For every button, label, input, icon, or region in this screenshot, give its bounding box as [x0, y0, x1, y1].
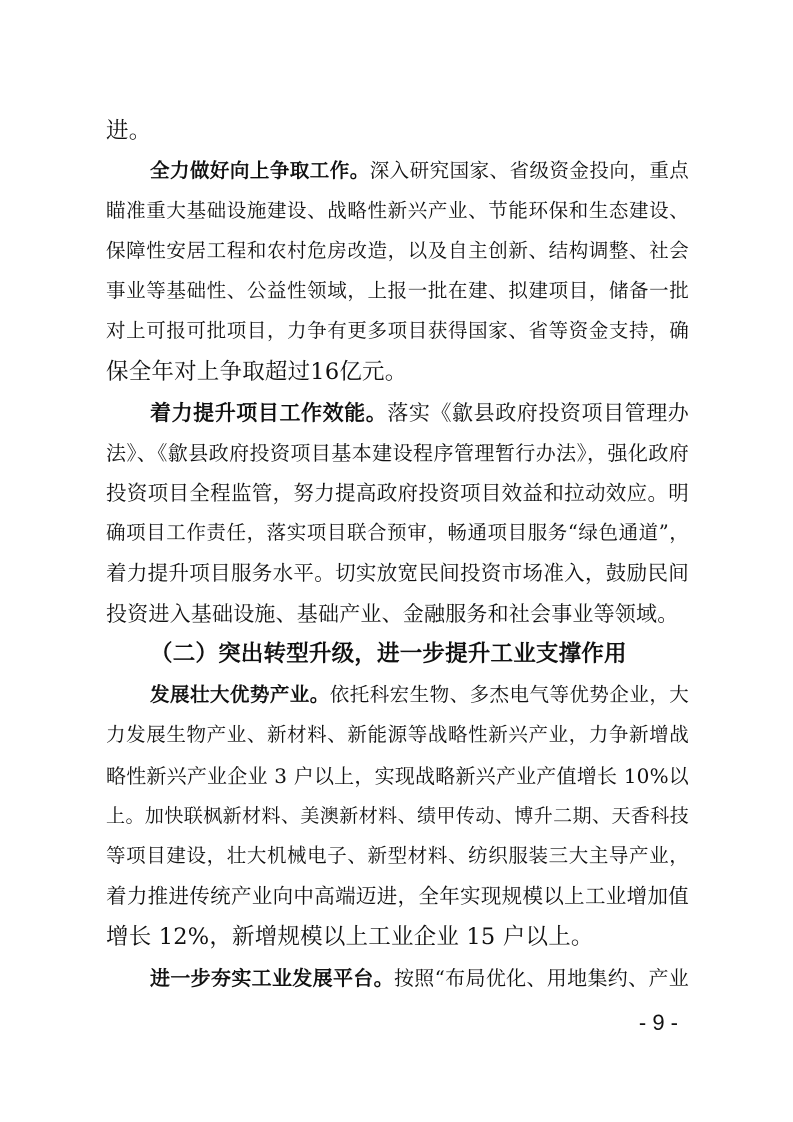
- text-line: 投资进入基础设施、基础产业、金融服务和社会事业等领域。: [106, 602, 679, 626]
- paragraph-heading-line: 发展壮大优势产业。依托科宏生物、多杰电气等优势企业，大: [150, 683, 689, 706]
- text-line: 投资项目全程监管，努力提高政府投资项目效益和拉动效应。明: [106, 481, 689, 505]
- section-heading-line: [150, 634, 689, 674]
- text-line: 保全年对上争取超过16亿元。: [106, 359, 408, 385]
- text-line: 略性新兴产业企业 3 户以上，实现战略新兴产业产值增长 10%以: [106, 764, 689, 788]
- paragraph-heading: 发展壮大优势产业。: [150, 683, 330, 706]
- page-number: - 9 -: [638, 1010, 678, 1035]
- text-line: 力发展生物产业、新材料、新能源等战略性新兴产业，力争新增战: [106, 723, 689, 746]
- text-line: 确项目工作责任，落实项目联合预审，畅通项目服务“绿色通道”，: [106, 521, 689, 544]
- text-line: 法》、《歙县政府投资项目基本建设程序管理暂行办法》，强化政府: [106, 441, 689, 465]
- text-line: 着力推进传统产业向中高端迈进，全年实现规模以上工业增加值: [106, 884, 689, 908]
- text-line: 上。加快联枫新材料、美澳新材料、绩甲传动、博升二期、天香科技: [106, 805, 689, 827]
- text-line: 进。: [106, 118, 152, 144]
- paragraph-heading: 着力提升项目工作效能。: [150, 401, 388, 425]
- paragraph-heading: 进一步夯实工业发展平台。: [150, 966, 394, 990]
- text-line: 事业等基础性、公益性领域，上报一批在建、拟建项目，储备一批: [106, 279, 689, 302]
- text-line: 瞄准重大基础设施建设、战略性新兴产业、节能环保和生态建设、: [106, 199, 689, 222]
- paragraph-heading-line: 着力提升项目工作效能。落实《歙县政府投资项目管理办: [150, 401, 689, 425]
- text-line: 对上可报可批项目，力争有更多项目获得国家、省等资金支持，确: [106, 319, 689, 342]
- section-heading: （二）突出转型升级，进一步提升工业支撑作用: [150, 641, 627, 667]
- text-line: 等项目建设，壮大机械电子、新型材料、纺织服装三大主导产业，: [106, 844, 689, 867]
- text-line: 保障性安居工程和农村危房改造，以及自主创新、结构调整、社会: [106, 239, 689, 262]
- text-line: 着力提升项目服务水平。切实放宽民间投资市场准入，鼓励民间: [106, 561, 689, 585]
- paragraph-heading: 全力做好向上争取工作。: [150, 159, 370, 182]
- paragraph-heading-line: 全力做好向上争取工作。深入研究国家、省级资金投向，重点: [150, 159, 689, 182]
- paragraph-heading-line: 进一步夯实工业发展平台。按照“布局优化、用地集约、产业: [150, 966, 689, 990]
- text-line: 增长 12%，新增规模以上工业企业 15 户以上。: [106, 924, 594, 950]
